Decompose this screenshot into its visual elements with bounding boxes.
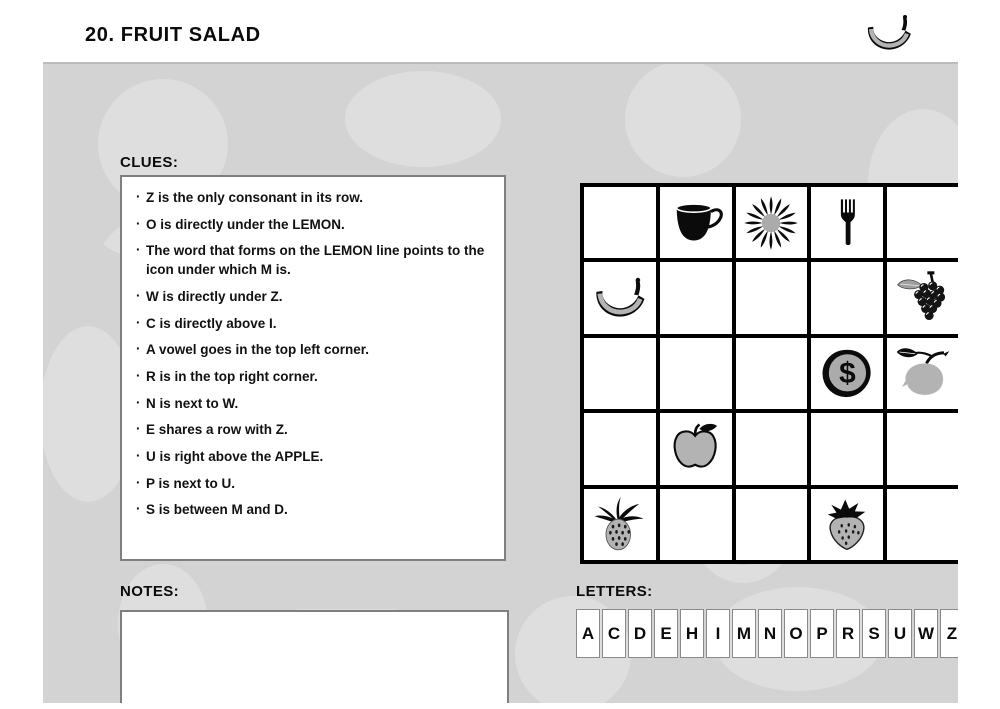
grid-cell-banana <box>584 262 656 333</box>
letter-tile-S[interactable]: S <box>862 609 886 658</box>
clue-item: · N is next to W. <box>135 394 491 413</box>
grid-cell-empty[interactable] <box>736 489 808 560</box>
apple-icon <box>668 421 724 477</box>
letter-tile-C[interactable]: C <box>602 609 626 658</box>
grid-cell-empty[interactable] <box>811 262 883 333</box>
grid-cell-empty[interactable] <box>811 413 883 484</box>
clue-item: · P is next to U. <box>135 474 491 493</box>
grid-cell-cup <box>660 187 732 258</box>
letter-tile-W[interactable]: W <box>914 609 938 658</box>
notes-label: NOTES: <box>120 583 180 600</box>
grid-cell-pineapple <box>584 489 656 560</box>
grid-cell-empty[interactable] <box>736 338 808 409</box>
letter-tile-R[interactable]: R <box>836 609 860 658</box>
clue-item: · S is between M and D. <box>135 500 491 519</box>
svg-text:$: $ <box>839 357 856 391</box>
grid-cell-empty[interactable] <box>736 413 808 484</box>
clue-item: · U is right above the APPLE. <box>135 447 491 466</box>
letter-tile-I[interactable]: I <box>706 609 730 658</box>
sun-icon <box>743 195 799 251</box>
page-background-panel <box>43 62 958 703</box>
clues-label: CLUES: <box>120 154 179 171</box>
grapes-icon <box>895 270 951 326</box>
grid-cell-empty[interactable] <box>736 262 808 333</box>
grid-cell-fork <box>811 187 883 258</box>
clues-box <box>120 175 506 561</box>
clue-item: · O is directly under the LEMON. <box>135 215 491 234</box>
dollar-coin-icon <box>819 345 875 401</box>
letter-tile-O[interactable]: O <box>784 609 808 658</box>
grid-cell-empty[interactable] <box>584 187 656 258</box>
grid-cell-empty[interactable] <box>660 338 732 409</box>
clue-item: · E shares a row with Z. <box>135 420 491 439</box>
grid-cell-lemon <box>887 338 958 409</box>
pineapple-icon <box>592 496 648 552</box>
grid-cell-empty[interactable] <box>584 413 656 484</box>
letter-tile-E[interactable]: E <box>654 609 678 658</box>
letter-tile-N[interactable]: N <box>758 609 782 658</box>
grid-cell-sun <box>736 187 808 258</box>
grid-cell-empty[interactable] <box>584 338 656 409</box>
clue-item: · The word that forms on the LEMON line points to the icon under which M is. <box>135 241 491 279</box>
strawberry-icon <box>819 496 875 552</box>
banana-icon <box>860 8 918 58</box>
grid-cell-empty[interactable] <box>660 489 732 560</box>
letters-row <box>576 609 958 658</box>
letter-tile-D[interactable]: D <box>628 609 652 658</box>
letter-tile-P[interactable]: P <box>810 609 834 658</box>
clue-item: · R is in the top right corner. <box>135 367 491 386</box>
page-title: 20. FRUIT SALAD <box>85 24 261 46</box>
lemon-icon <box>895 345 951 401</box>
clue-item: · A vowel goes in the top left corner. <box>135 340 491 359</box>
letter-tile-Z[interactable]: Z <box>940 609 958 658</box>
grid-cell-apple <box>660 413 732 484</box>
grid-cell-grapes <box>887 262 958 333</box>
clue-item: · C is directly above I. <box>135 314 491 333</box>
letters-label: LETTERS: <box>576 583 653 600</box>
grid-cell-empty[interactable] <box>660 262 732 333</box>
letter-tile-A[interactable]: A <box>576 609 600 658</box>
cup-icon <box>668 195 724 251</box>
clue-item: · W is directly under Z. <box>135 287 491 306</box>
grid-cell-empty[interactable] <box>887 413 958 484</box>
puzzle-grid <box>580 183 958 564</box>
letter-tile-U[interactable]: U <box>888 609 912 658</box>
grid-cell-strawberry <box>811 489 883 560</box>
fork-icon <box>819 195 875 251</box>
grid-cell-empty[interactable] <box>887 187 958 258</box>
clues-list <box>135 188 491 520</box>
letter-tile-M[interactable]: M <box>732 609 756 658</box>
notes-area[interactable] <box>120 610 509 703</box>
grid-cell-empty[interactable] <box>887 489 958 560</box>
letter-tile-H[interactable]: H <box>680 609 704 658</box>
clue-item: · Z is the only consonant in its row. <box>135 188 491 207</box>
banana-icon <box>592 270 648 326</box>
grid-cell-dollar-coin <box>811 338 883 409</box>
